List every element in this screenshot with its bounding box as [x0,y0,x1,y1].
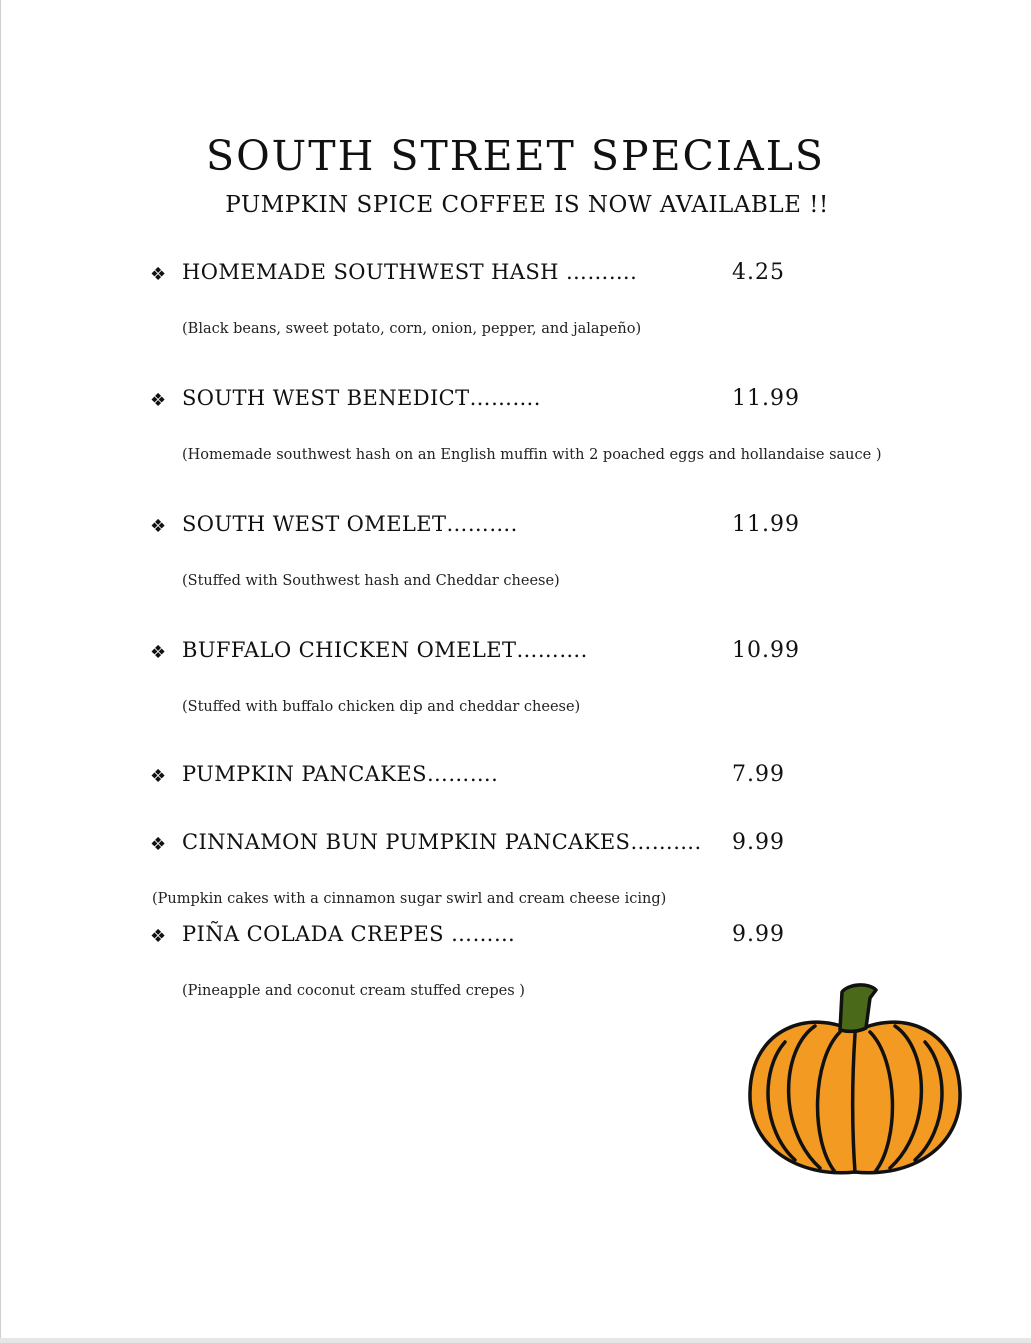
diamond-bullet-icon: ❖ [150,834,167,855]
item-name: PUMPKIN PANCAKES………. [182,762,499,786]
item-description: (Stuffed with Southwest hash and Cheddar cheese) [182,573,560,589]
item-price: 9.99 [732,922,785,947]
item-description: (Stuffed with buffalo chicken dip and cheddar cheese) [182,699,581,715]
item-name: HOMEMADE SOUTHWEST HASH ………. [182,260,638,284]
diamond-bullet-icon: ❖ [150,390,167,411]
item-description: (Pumpkin cakes with a cinnamon sugar swirl and cream cheese icing) [152,891,667,907]
item-price: 9.99 [732,830,785,855]
menu-item [150,762,850,794]
diamond-bullet-icon: ❖ [150,264,167,285]
menu-item [150,922,850,954]
menu-item [150,638,850,670]
item-description: (Pineapple and coconut cream stuffed crepes ) [182,983,525,999]
item-description: (Homemade southwest hash on an English muffin with 2 poached eggs and hollandaise sauce ) [182,447,882,463]
item-name: SOUTH WEST OMELET………. [182,512,518,536]
item-name: CINNAMON BUN PUMPKIN PANCAKES………. [182,830,702,854]
item-price: 10.99 [732,638,800,663]
menu-title: SOUTH STREET SPECIALS [205,132,826,180]
menu-item [150,260,850,292]
menu-subtitle: PUMPKIN SPICE COFFEE IS NOW AVAILABLE !! [225,192,829,218]
item-name: BUFFALO CHICKEN OMELET………. [182,638,588,662]
diamond-bullet-icon: ❖ [150,766,167,787]
menu-item [150,512,850,544]
pumpkin-icon [740,980,970,1180]
item-name: PIÑA COLADA CREPES ……… [182,922,516,946]
diamond-bullet-icon: ❖ [150,642,167,663]
item-name: SOUTH WEST BENEDICT………. [182,386,541,410]
page-bottom-edge [0,1338,1031,1343]
item-price: 4.25 [732,260,785,285]
item-price: 11.99 [732,512,800,537]
menu-item [150,386,850,418]
item-price: 11.99 [732,386,800,411]
item-description: (Black beans, sweet potato, corn, onion, pepper, and jalapeño) [182,321,642,337]
diamond-bullet-icon: ❖ [150,926,167,947]
menu-item [150,830,850,862]
diamond-bullet-icon: ❖ [150,516,167,537]
item-price: 7.99 [732,762,785,787]
